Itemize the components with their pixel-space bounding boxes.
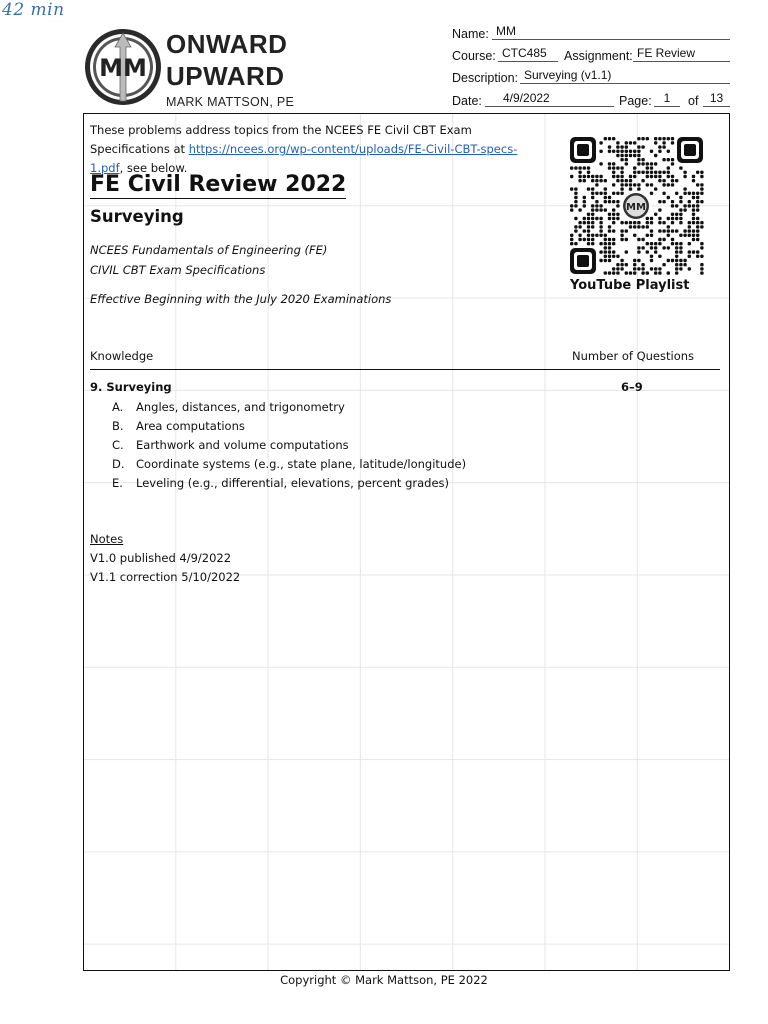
of-label: of [688, 94, 699, 108]
qr-center-letters: MM [626, 202, 646, 213]
date-field[interactable]: 4/9/2022 [485, 91, 614, 107]
spec-line-1: NCEES Fundamentals of Engineering (FE) [90, 243, 328, 257]
footer-copyright: Copyright © Mark Mattson, PE 2022 [280, 973, 488, 987]
ncees-spec-link[interactable]: https://ncees.org/wp-content/uploads/FE-Civil-CBT-specs-1.pdf [90, 142, 518, 175]
topic-list [112, 398, 466, 493]
date-label: Date: [452, 94, 482, 108]
description-field[interactable]: Surveying (v1.1) [520, 68, 730, 84]
spec-line-2: CIVIL CBT Exam Specifications [90, 263, 266, 277]
brand-author: MARK MATTSON, PE [166, 95, 295, 109]
list-item: E. Leveling (e.g., differential, elevations, percent grades) [112, 476, 450, 490]
intro-paragraph [90, 121, 550, 178]
assignment-field[interactable]: FE Review [633, 46, 730, 62]
handwritten-time-note: 42 min [2, 0, 65, 20]
brand-line-2: UPWARD [166, 61, 285, 91]
qr-code-icon[interactable] [569, 136, 704, 276]
qr-caption: YouTube Playlist [570, 278, 690, 293]
course-field[interactable]: CTC485 [498, 46, 558, 62]
list-item: A. Angles, distances, and trigonometry [112, 400, 345, 414]
description-label: Description: [452, 71, 518, 85]
name-field[interactable]: MM [492, 24, 730, 40]
column-header-questions: Number of Questions [572, 349, 695, 363]
list-item: C. Earthwork and volume computations [112, 438, 349, 452]
page-subtitle: Surveying [90, 207, 184, 226]
list-item: D. Coordinate systems (e.g., state plane, latitude/longitude) [112, 457, 467, 471]
assignment-label: Assignment: [564, 49, 633, 63]
list-item: B. Area computations [112, 419, 245, 433]
page-field[interactable]: 1 [654, 91, 680, 107]
mm-logo-icon [83, 27, 163, 107]
page-title: FE Civil Review 2022 [90, 172, 347, 197]
question-count: 6–9 [621, 380, 643, 394]
logo-letters: MM [99, 54, 147, 82]
note-line: V1.0 published 4/9/2022 [90, 551, 232, 565]
topic-heading: 9. Surveying [90, 380, 172, 394]
course-label: Course: [452, 49, 496, 63]
page-label: Page: [619, 94, 652, 108]
spec-line-3: Effective Beginning with the July 2020 Examinations [90, 292, 392, 306]
name-label: Name: [452, 27, 489, 41]
header-rule [90, 369, 720, 370]
page-total-field[interactable]: 13 [703, 91, 730, 107]
brand-line-1: ONWARD [166, 29, 288, 59]
note-line: V1.1 correction 5/10/2022 [90, 570, 241, 584]
intro-text-end: , see below. [119, 161, 188, 175]
column-header-knowledge: Knowledge [90, 349, 154, 363]
notes-section [90, 530, 240, 587]
notes-heading: Notes [90, 532, 124, 546]
intro-text: These problems address topics from the NCEES FE Civil CBT Exam Specifications at [90, 123, 472, 156]
